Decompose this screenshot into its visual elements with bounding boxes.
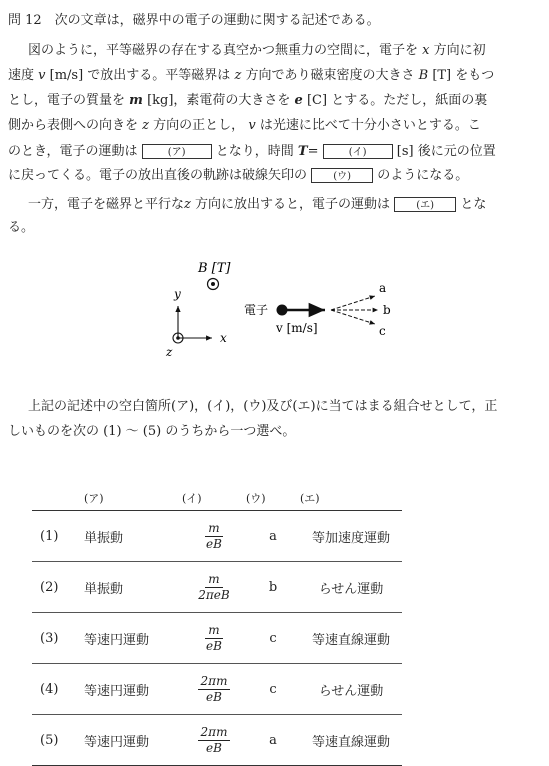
choice-period-fraction: $\frac{m}{\text{2πeB}}$ xyxy=(198,571,230,602)
b-field-label: B [T] xyxy=(198,261,231,276)
y-axis-label: y xyxy=(174,287,181,301)
choice-path: c xyxy=(246,664,300,715)
choice-row-1[interactable] xyxy=(32,511,402,562)
path-c-arrow xyxy=(331,310,375,324)
instruction-line-2: しいものを次の (1) ～ (5) のうちから一つ選べ。 xyxy=(8,424,296,439)
header-d: (エ) xyxy=(300,486,402,511)
choice-motion: 等速円運動 xyxy=(84,715,182,766)
header-c: (ウ) xyxy=(246,486,300,511)
choice-number: (5) xyxy=(32,715,84,766)
choice-parallel-motion: 等速直線運動 xyxy=(300,613,402,664)
choice-row-2[interactable] xyxy=(32,562,402,613)
coordinate-axes xyxy=(173,306,212,343)
choice-period-fraction: $\frac{2\pi m}{eB}$ xyxy=(198,725,231,756)
choice-period-fraction: $\frac{m}{eB}$ xyxy=(206,622,222,653)
blank-b-box: (イ) xyxy=(323,144,393,159)
question-line-6: に戻ってくる。電子の放出直後の軌跡は破線矢印の (ウ) のようになる。 xyxy=(8,168,469,183)
choice-parallel-motion: らせん運動 xyxy=(300,562,402,613)
answer-choices-table xyxy=(32,486,402,766)
path-a-label: a xyxy=(379,281,387,295)
path-c-label: c xyxy=(379,324,386,338)
header-a: (ア) xyxy=(84,486,182,511)
choice-number: (2) xyxy=(32,562,84,613)
choice-period-fraction: $\frac{2\pi m}{eB}$ xyxy=(198,674,231,705)
blank-a-box: (ア) xyxy=(142,144,212,159)
question-line-4: 側から表側への向きを z 方向の正とし， v は光速に比べて十分小さいとする。こ xyxy=(8,118,481,133)
choice-number: (3) xyxy=(32,613,84,664)
velocity-label: v [m/s] xyxy=(276,321,318,335)
header-b: (イ) xyxy=(182,486,246,511)
choice-motion: 等速円運動 xyxy=(84,613,182,664)
choice-motion: 単振動 xyxy=(84,562,182,613)
question-title: 問 12 次の文章は，磁界中の電子の運動に関する記述である。 xyxy=(8,13,380,28)
electron-dot xyxy=(277,305,288,316)
choice-path: b xyxy=(246,562,300,613)
question-line-3: とし，電子の質量を m [kg]，素電荷の大きさを e [C] とする。ただし，紙面の裏 xyxy=(8,93,488,108)
choice-number: (1) xyxy=(32,511,84,562)
question-line-7: 一方，電子を磁界と平行なz 方向に放出すると，電子の運動は (エ) とな xyxy=(28,197,487,212)
trajectory-options xyxy=(331,296,378,324)
choice-parallel-motion: 等加速度運動 xyxy=(300,511,402,562)
choice-path: c xyxy=(246,613,300,664)
electron-label: 電子 xyxy=(244,303,269,317)
choice-row-3[interactable] xyxy=(32,613,402,664)
question-line-2: 速度 v [m/s] で放出する。平等磁界は z 方向であり磁束密度の大きさ B [T] をもつ xyxy=(8,68,495,83)
path-a-arrow xyxy=(331,296,375,310)
z-axis-label: z xyxy=(166,345,173,359)
x-axis-label: x xyxy=(220,331,227,345)
choice-parallel-motion: 等速直線運動 xyxy=(300,715,402,766)
blank-c-box: (ウ) xyxy=(311,168,373,183)
magnetic-field-diagram xyxy=(150,252,410,362)
b-field-out-of-page-icon xyxy=(208,279,219,290)
table-header-row xyxy=(32,486,402,511)
question-line-8: る。 xyxy=(8,220,35,235)
choice-motion: 等速円運動 xyxy=(84,664,182,715)
choice-motion: 単振動 xyxy=(84,511,182,562)
choice-path: a xyxy=(246,511,300,562)
choice-row-5[interactable] xyxy=(32,715,402,766)
choice-path: a xyxy=(246,715,300,766)
question-line-1: 図のように，平等磁界の存在する真空かつ無重力の空間に，電子を x 方向に初 xyxy=(28,43,486,58)
question-line-5: のとき，電子の運動は (ア) となり，時間 T= (イ) [s] 後に元の位置 xyxy=(8,144,496,159)
choice-number: (4) xyxy=(32,664,84,715)
choice-row-4[interactable] xyxy=(32,664,402,715)
blank-d-box: (エ) xyxy=(394,197,456,212)
choice-period-fraction: $\frac{m}{eB}$ xyxy=(206,520,222,551)
choice-parallel-motion: らせん運動 xyxy=(300,664,402,715)
instruction-line-1: 上記の記述中の空白箇所(ア)，(イ)，(ウ)及び(エ)に当てはまる組合せとして，正 xyxy=(28,399,498,414)
path-b-label: b xyxy=(383,303,391,317)
